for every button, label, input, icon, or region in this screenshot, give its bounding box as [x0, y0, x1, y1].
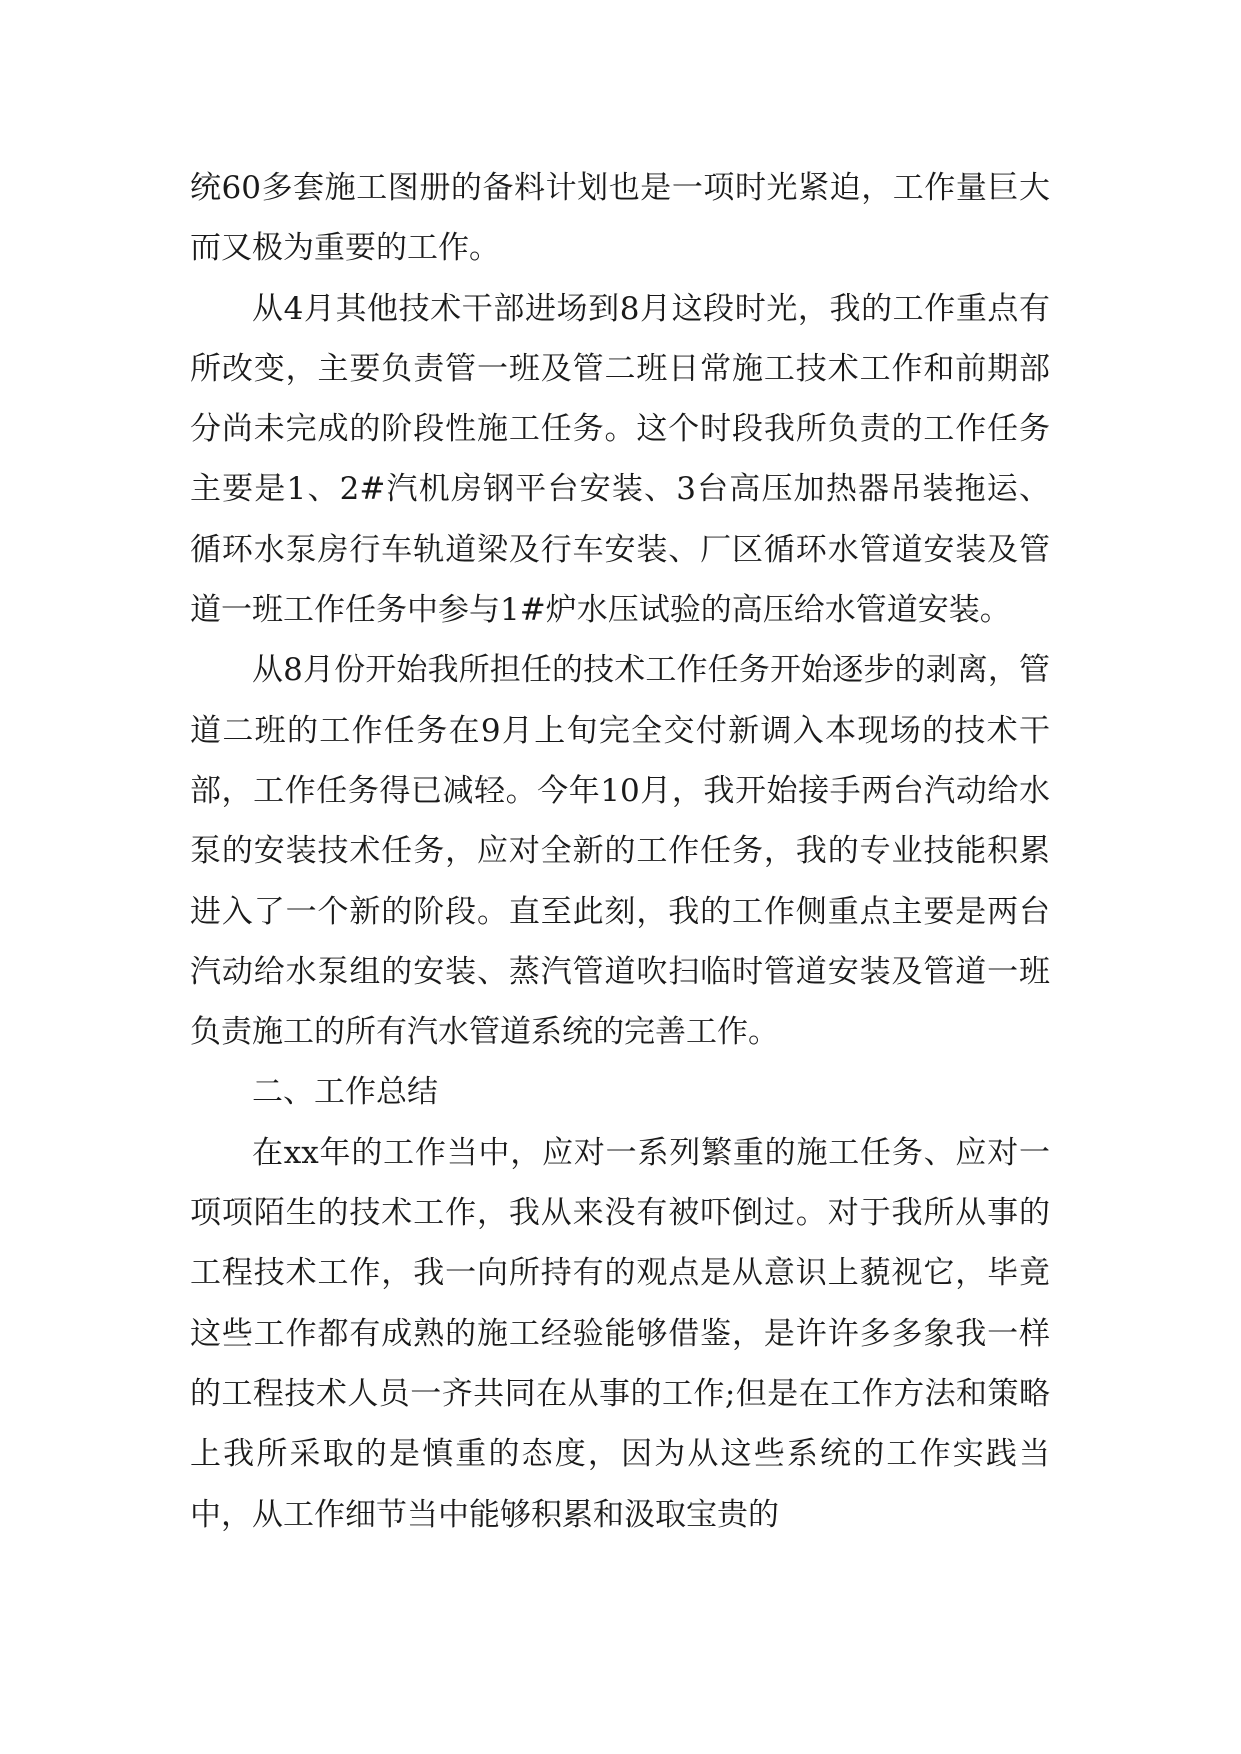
paragraph-task-transition: 从8月份开始我所担任的技术工作任务开始逐步的剥离，管道二班的工作任务在9月上旬完全交付新调入本现场的技术干部，工作任务得已减轻。今年10月，我开始接手两台汽动给水泵的安装技术任务，应对全新的工作任务，我的专业技能积累进入了一个新的阶段。直至此刻，我的工作侧重点主要是两台汽动给水泵组的安装、蒸汽管道吹扫临时管道安装及管道一班负责施工的所有汽水管道系统的完善工作。: [190, 652, 1050, 1051]
document-body: [190, 158, 1050, 1545]
section-heading-work-summary: 二、工作总结: [252, 1074, 438, 1111]
paragraph-continuation: 统60多套施工图册的备料计划也是一项时光紧迫，工作量巨大而又极为重要的工作。: [190, 170, 1050, 267]
paragraph-summary: 在xx年的工作当中，应对一系列繁重的施工任务、应对一项项陌生的技术工作，我从来没有被吓倒过。对于我所从事的工程技术工作，我一向所持有的观点是从意识上藐视它，毕竟这些工作都有成熟的施工经验能够借鉴，是许许多多象我一样的工程技术人员一齐共同在从事的工作;但是在工作方法和策略上我所采取的是慎重的态度，因为从这些系统的工作实践当中，从工作细节当中能够积累和汲取宝贵的: [190, 1134, 1050, 1533]
paragraph-work-focus: 从4月其他技术干部进场到8月这段时光，我的工作重点有所改变，主要负责管一班及管二班日常施工技术工作和前期部分尚未完成的阶段性施工任务。这个时段我所负责的工作任务主要是1、2#汽机房钢平台安装、3台高压加热器吊装拖运、循环水泵房行车轨道梁及行车安装、厂区循环水管道安装及管道一班工作任务中参与1#炉水压试验的高压给水管道安装。: [190, 290, 1050, 629]
